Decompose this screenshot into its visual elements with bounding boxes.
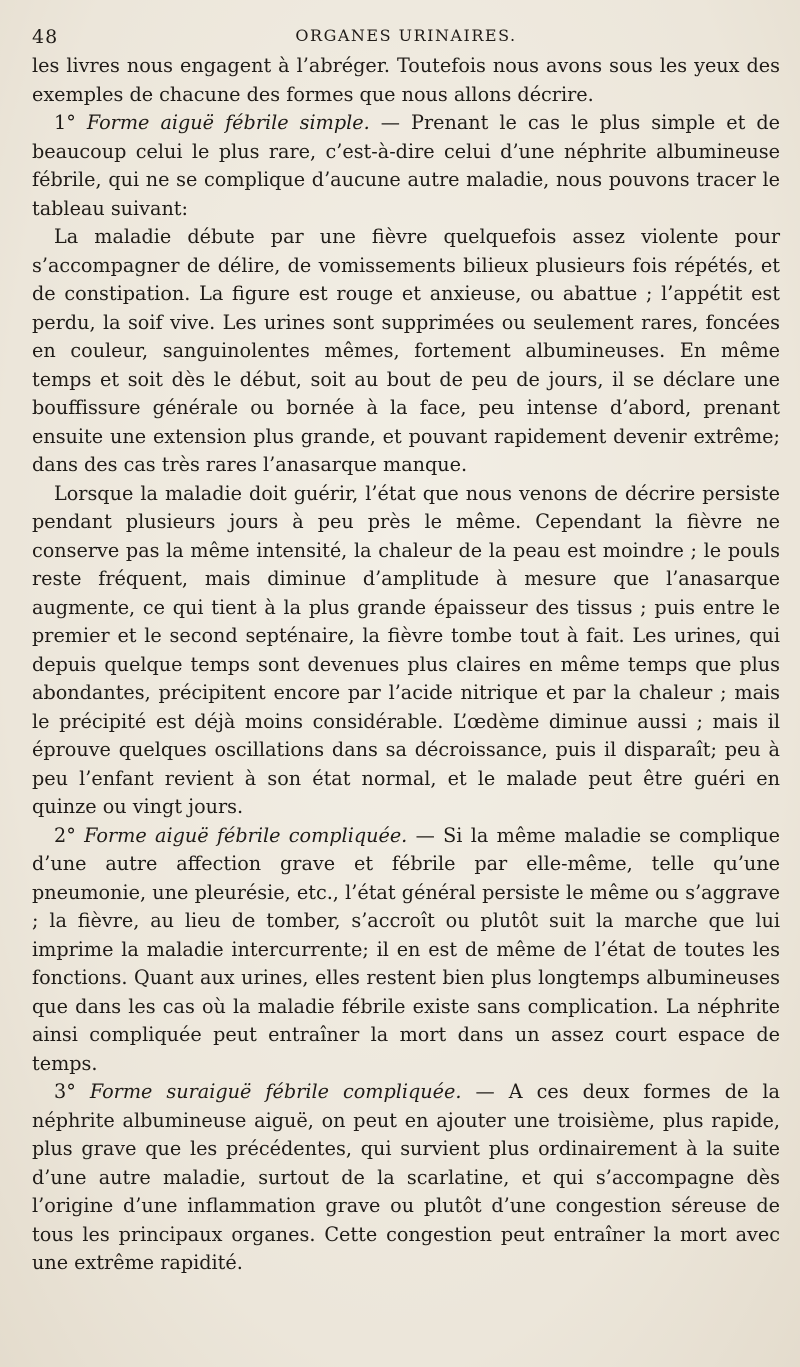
paragraph-form-2	[32, 822, 780, 1079]
section-heading: Forme aiguë fébrile compliquée.	[84, 823, 408, 847]
body-text	[32, 52, 780, 1278]
section-numeral: 3°	[54, 1080, 90, 1103]
paragraph-form-3	[32, 1078, 780, 1278]
running-header	[32, 20, 780, 52]
section-heading: Forme aiguë fébrile simple.	[86, 111, 370, 134]
paragraph-form-1	[32, 109, 780, 223]
page-number: 48	[32, 26, 59, 48]
paragraph-onset	[32, 223, 780, 480]
running-title: ORGANES URINAIRES.	[295, 26, 517, 45]
paragraph-text: — Prenant le cas le plus simple et de beaucoup celui le plus rare, c’est-à-dire celui d’une néphrite albumineuse fébrile, qui ne se complique d’aucune autre maladie, nous pouvons tracer le tableau suivant:	[32, 111, 781, 220]
paragraph-text: — A ces deux formes de la néphrite albumineuse aiguë, on peut en ajouter une troisième, plus rapide, plus grave que les précédentes, qui survient plus ordinairement à la suite d’une autre maladie, surtout de la scarlatine, et qui s’accompagne dès l’origine d’une inflammation grave ou plutôt d’une congestion séreuse de tous les principaux organes. Cette congestion peut entraîner la mort avec une extrême rapidité.	[32, 1080, 780, 1274]
section-heading: Forme suraiguë fébrile compliquée.	[89, 1080, 462, 1103]
paragraph-text: La maladie débute par une fièvre quelquefois assez violente pour s’accompagner de délire, de vomissements bilieux plusieurs fois répétés, et de constipation. La figure est rouge et anxieuse, ou abattue ; l’appétit est perdu, la soif vive. Les urines sont supprimées ou seulement rares, foncées en couleur, sanguinolentes mêmes, fortement albumineuses. En même temps et soit dès le début, soit au bout de peu de jours, il se déclare une bouffissure générale ou bornée à la face, peu intense d’abord, prenant ensuite une extension plus grande, et pouvant rapidement devenir extrême; dans des cas très rares l’anasarque manque.	[32, 225, 780, 476]
paragraph-text: les livres nous engagent à l’abréger. Toutefois nous avons sous les yeux des exemples de chacune des formes que nous allons décrire.	[32, 54, 780, 106]
paragraph-text: — Si la même maladie se complique d’une autre affection grave et fébrile par elle-même, telle qu’une pneumonie, une pleurésie, etc., l’état général persiste le même ou s’aggrave ; la fièvre, au lieu de tomber, s’accroît ou plutôt suit la marche que lui imprime la maladie intercurrente; il en est de même de l’état de toutes les fonctions. Quant aux urines, elles restent bien plus longtemps albumineuses que dans les cas où la maladie fébrile existe sans complication. La néphrite ainsi compliquée peut entraîner la mort dans un assez court espace de temps.	[32, 823, 780, 1075]
section-numeral: 1°	[54, 111, 87, 134]
paragraph-text: Lorsque la maladie doit guérir, l’état que nous venons de décrire persiste pendant plusieurs jours à peu près le même. Cependant la fièvre ne conserve pas la même intensité, la chaleur de la peau est moindre ; le pouls reste fréquent, mais diminue d’amplitude à mesure que l’anasarque augmente, ce qui tient à la plus grande épaisseur des tissus ; puis entre le premier et le second septénaire, la fièvre tombe tout à fait. Les urines, qui depuis quelque temps sont devenues plus claires en même temps que plus abondantes, précipitent encore par l’acide nitrique et par la chaleur ; mais le précipité est déjà moins considérable. L’œdème diminue aussi ; mais il éprouve quelques oscillations dans sa décroissance, puis il disparaît; peu à peu l’enfant revient à son état normal, et le malade peut être guéri en quinze ou vingt jours.	[32, 481, 780, 818]
paragraph-continuation	[32, 52, 780, 109]
section-numeral: 2°	[54, 823, 85, 847]
paragraph-recovery	[32, 480, 780, 822]
